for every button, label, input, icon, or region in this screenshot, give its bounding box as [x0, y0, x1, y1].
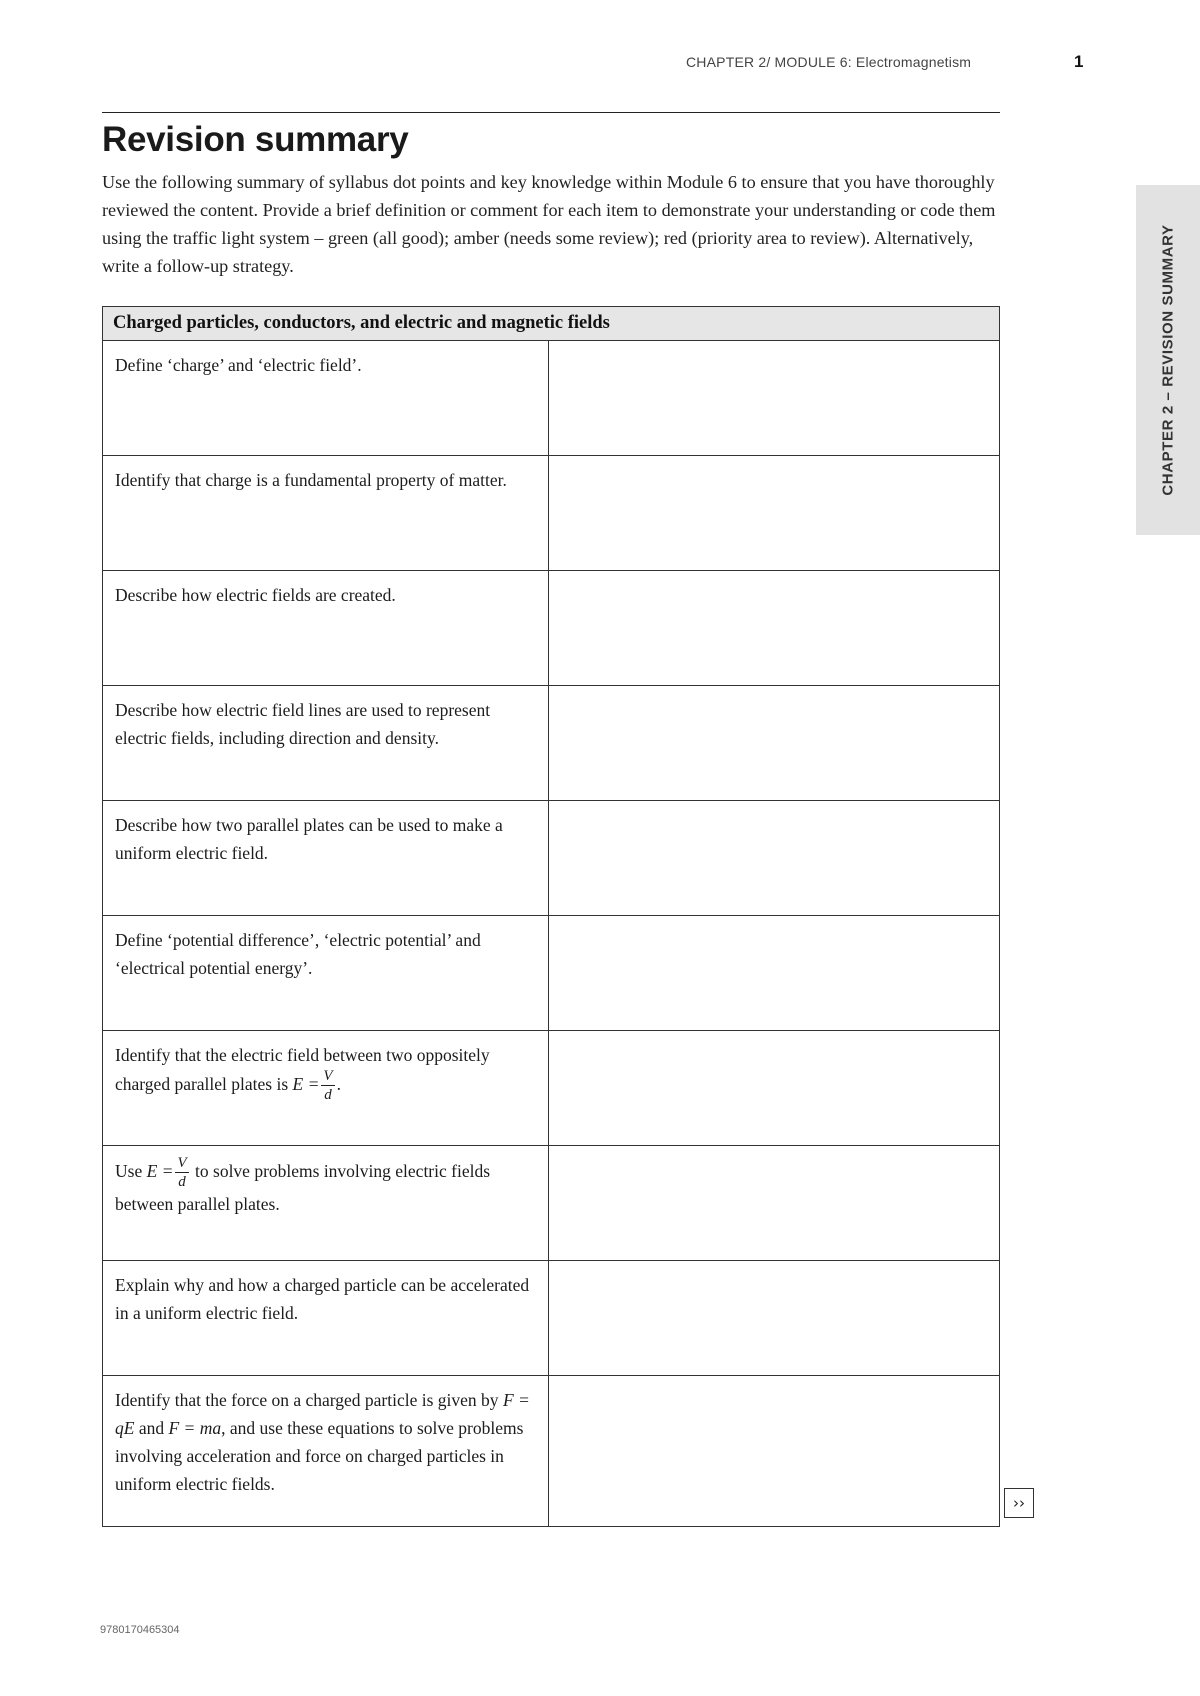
response-cell[interactable] [549, 1261, 1000, 1376]
table-row [103, 1376, 1000, 1527]
revision-summary-table [102, 306, 1000, 1527]
dot-point-text: Define ‘potential difference’, ‘electric potential’ and ‘electrical potential energy’. [115, 930, 481, 978]
table-row [103, 456, 1000, 571]
text-segment: . [336, 1074, 341, 1095]
page-number: 1 [1074, 52, 1084, 71]
table-row [103, 1031, 1000, 1146]
text-segment: Identify that the force on a charged particle is given by [115, 1390, 503, 1410]
fraction-denominator: d [178, 1174, 186, 1190]
side-tab-label: CHAPTER 2 – REVISION SUMMARY [1159, 224, 1177, 496]
dot-point-cell [103, 456, 549, 571]
text-segment: , and use these equations to solve problems involving acceleration and force on charged particles in uniform electric fields. [115, 1418, 524, 1494]
running-head: CHAPTER 2/ MODULE 6: Electromagnetism [686, 54, 972, 70]
text-segment: to solve problems involving electric fields between parallel plates. [115, 1161, 491, 1214]
table-header-row [103, 307, 1000, 341]
page-title: Revision summary [102, 120, 409, 159]
response-cell[interactable] [549, 916, 1000, 1031]
dot-point-text: Describe how electric field lines are used to represent electric fields, including direction and density. [115, 700, 491, 748]
intro-paragraph: Use the following summary of syllabus dot points and key knowledge within Module 6 to ensure that you have thoroughly reviewed the content. Provide a brief definition or comment for each item to demonstrate your understanding or code them using the traffic light system – green (all good); amber (needs some review); red (priority area to review). Alternatively, write a follow-up strategy. [102, 172, 996, 276]
text-segment: Identify that the electric field between two oppositely charged parallel plates is [115, 1045, 490, 1095]
dot-point-cell [103, 1376, 549, 1527]
response-cell[interactable] [549, 341, 1000, 456]
dot-point-text: Describe how two parallel plates can be used to make a uniform electric field. [115, 815, 503, 863]
equation: F = ma [168, 1418, 222, 1438]
table-row [103, 801, 1000, 916]
dot-point-cell [103, 916, 549, 1031]
response-cell[interactable] [549, 686, 1000, 801]
dot-point-cell [103, 1261, 549, 1376]
response-cell[interactable] [549, 801, 1000, 916]
text-segment: Use [115, 1161, 147, 1182]
dot-point-cell [103, 1146, 549, 1261]
dot-point-cell [103, 801, 549, 916]
isbn-footer: 9780170465304 [100, 1624, 180, 1636]
equation: F = qE [115, 1390, 530, 1438]
continue-arrow-icon: ›› [1004, 1488, 1034, 1518]
dot-point-text: Describe how electric fields are created. [115, 585, 396, 605]
table-row [103, 571, 1000, 686]
fraction [175, 1156, 188, 1190]
dot-point-text [103, 1031, 548, 1103]
table-row [103, 1146, 1000, 1261]
table-row [103, 341, 1000, 456]
response-cell[interactable] [549, 1146, 1000, 1261]
table-row [103, 686, 1000, 801]
dot-point-cell [103, 686, 549, 801]
dot-point-text [103, 1146, 548, 1218]
response-cell[interactable] [549, 456, 1000, 571]
table-row [103, 916, 1000, 1031]
header-rule [102, 112, 1000, 113]
table-heading: Charged particles, conductors, and electric and magnetic fields [103, 307, 1000, 341]
dot-point-text: Identify that charge is a fundamental property of matter. [115, 470, 507, 490]
table-row [103, 1261, 1000, 1376]
response-cell[interactable] [549, 1031, 1000, 1146]
response-cell[interactable] [549, 1376, 1000, 1527]
dot-point-cell [103, 341, 549, 456]
fraction [321, 1069, 334, 1103]
chapter-side-tab [1136, 185, 1200, 535]
response-cell[interactable] [549, 571, 1000, 686]
fraction-numerator: V [177, 1155, 187, 1171]
equation-lhs: E = [292, 1074, 320, 1095]
fraction-numerator: V [323, 1068, 333, 1084]
text-segment: and [134, 1418, 169, 1438]
dot-point-text: Explain why and how a charged particle can be accelerated in a uniform electric field. [115, 1275, 530, 1323]
dot-point-text [103, 1376, 548, 1498]
dot-point-text: Define ‘charge’ and ‘electric field’. [115, 355, 362, 375]
dot-point-cell [103, 571, 549, 686]
equation-lhs: E = [146, 1161, 174, 1182]
fraction-denominator: d [324, 1087, 332, 1103]
dot-point-cell [103, 1031, 549, 1146]
